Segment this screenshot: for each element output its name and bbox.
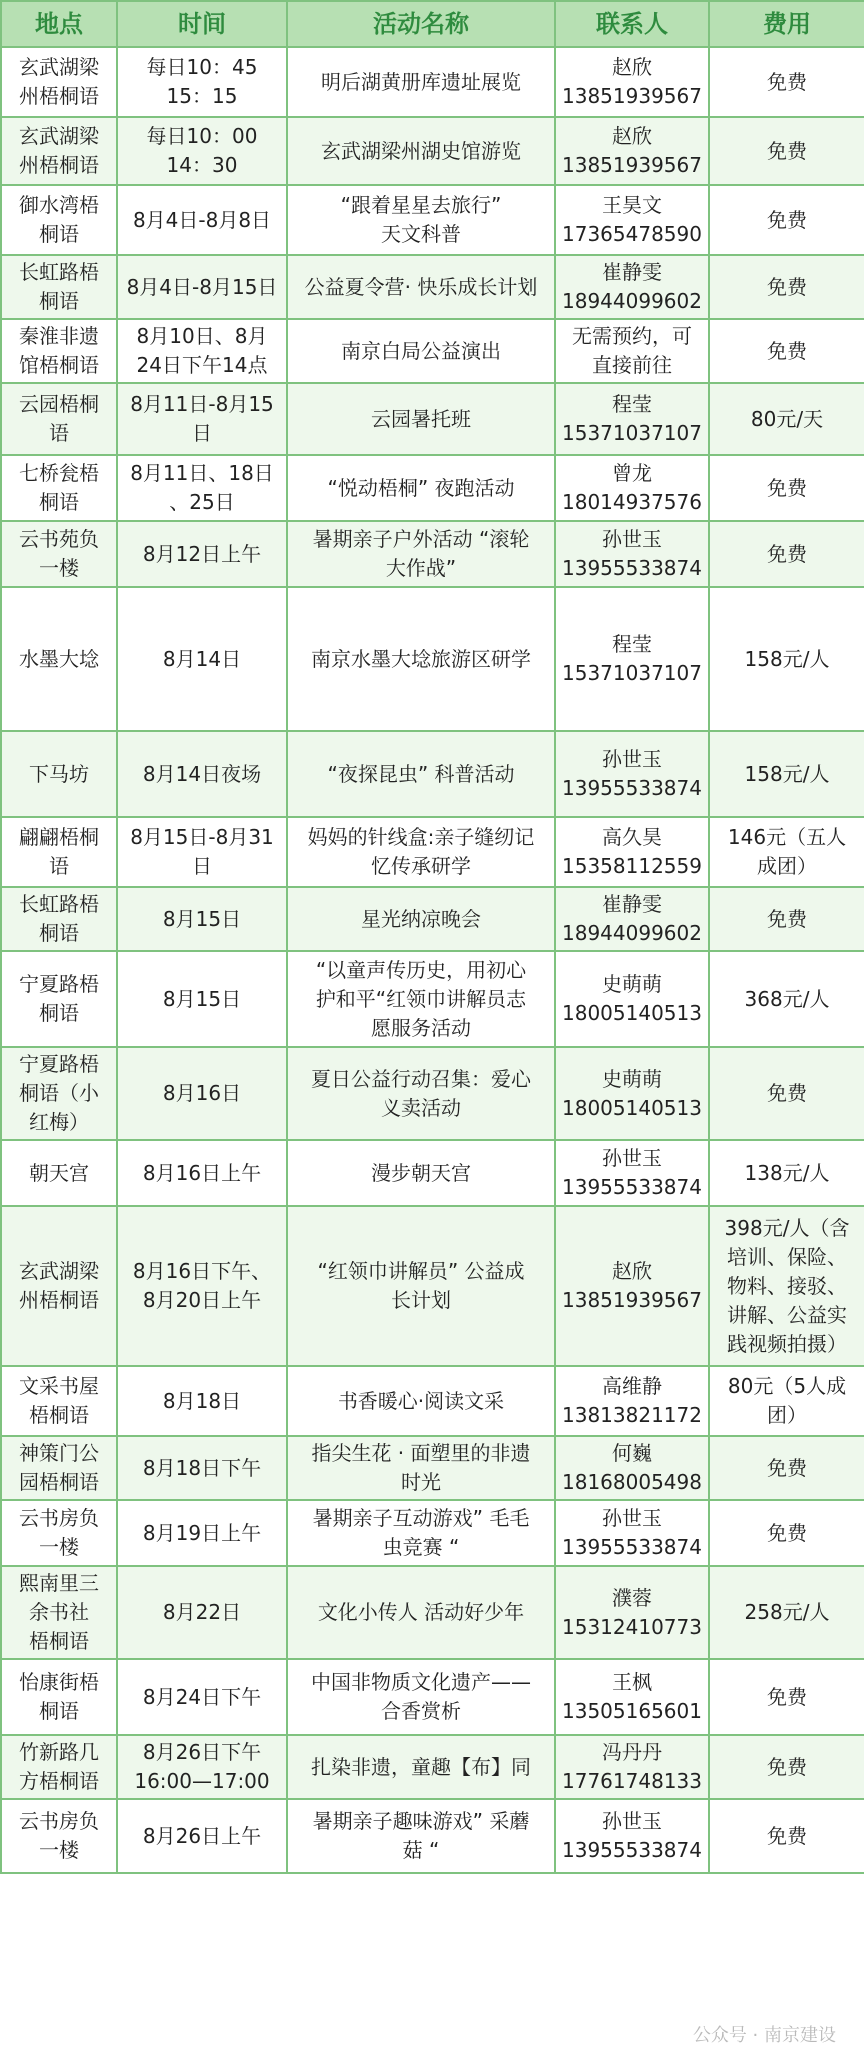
cell-location: 御水湾梧 桐语 bbox=[1, 185, 117, 255]
cell-time: 8月16日上午 bbox=[117, 1140, 287, 1206]
cell-activity: 星光纳凉晚会 bbox=[287, 887, 555, 951]
table-row bbox=[1, 185, 864, 255]
table-row bbox=[1, 1366, 864, 1436]
header-time: 时间 bbox=[117, 1, 287, 47]
table-row bbox=[1, 383, 864, 455]
cell-activity: 漫步朝天宫 bbox=[287, 1140, 555, 1206]
header-contact: 联系人 bbox=[555, 1, 709, 47]
cell-location: 长虹路梧 桐语 bbox=[1, 255, 117, 319]
cell-time: 8月15日 bbox=[117, 887, 287, 951]
cell-location: 长虹路梧 桐语 bbox=[1, 887, 117, 951]
cell-fee: 免费 bbox=[709, 1659, 864, 1735]
cell-fee: 146元（五人 成团） bbox=[709, 817, 864, 887]
cell-activity: 玄武湖梁州湖史馆游览 bbox=[287, 117, 555, 185]
table-row bbox=[1, 1799, 864, 1873]
cell-location: 云书房负 一楼 bbox=[1, 1500, 117, 1566]
cell-activity: “跟着星星去旅行” 天文科普 bbox=[287, 185, 555, 255]
cell-fee: 80元/天 bbox=[709, 383, 864, 455]
table-row bbox=[1, 731, 864, 817]
cell-location: 云园梧桐 语 bbox=[1, 383, 117, 455]
cell-fee: 免费 bbox=[709, 1436, 864, 1500]
table-row bbox=[1, 1436, 864, 1500]
cell-activity: “红领巾讲解员” 公益成 长计划 bbox=[287, 1206, 555, 1366]
cell-contact: 崔静雯 18944099602 bbox=[555, 255, 709, 319]
cell-time: 8月11日、18日 、25日 bbox=[117, 455, 287, 521]
cell-location: 神策门公 园梧桐语 bbox=[1, 1436, 117, 1500]
cell-contact: 孙世玉 13955533874 bbox=[555, 521, 709, 587]
header-fee: 费用 bbox=[709, 1, 864, 47]
header-location: 地点 bbox=[1, 1, 117, 47]
cell-activity: “夜探昆虫” 科普活动 bbox=[287, 731, 555, 817]
cell-activity: 南京白局公益演出 bbox=[287, 319, 555, 383]
cell-time: 8月18日 bbox=[117, 1366, 287, 1436]
table-row bbox=[1, 1566, 864, 1659]
cell-fee: 398元/人（含 培训、保险、 物料、接驳、 讲解、公益实 践视频拍摄） bbox=[709, 1206, 864, 1366]
cell-contact: 赵欣 13851939567 bbox=[555, 117, 709, 185]
cell-time: 8月26日上午 bbox=[117, 1799, 287, 1873]
cell-location: 竹新路几 方梧桐语 bbox=[1, 1735, 117, 1799]
cell-activity: 妈妈的针线盒:亲子缝纫记 忆传承研学 bbox=[287, 817, 555, 887]
cell-time: 8月19日上午 bbox=[117, 1500, 287, 1566]
cell-activity: 中国非物质文化遗产—— 合香赏析 bbox=[287, 1659, 555, 1735]
cell-contact: 史萌萌 18005140513 bbox=[555, 1047, 709, 1140]
cell-time: 8月16日下午、 8月20日上午 bbox=[117, 1206, 287, 1366]
cell-fee: 158元/人 bbox=[709, 731, 864, 817]
cell-location: 怡康街梧 桐语 bbox=[1, 1659, 117, 1735]
cell-time: 8月4日-8月8日 bbox=[117, 185, 287, 255]
table-row bbox=[1, 521, 864, 587]
cell-activity: 云园暑托班 bbox=[287, 383, 555, 455]
cell-location: 水墨大埝 bbox=[1, 587, 117, 731]
table-row bbox=[1, 319, 864, 383]
cell-activity: “以童声传历史，用初心 护和平“红领巾讲解员志 愿服务活动 bbox=[287, 951, 555, 1047]
cell-activity: 暑期亲子互动游戏” 毛毛 虫竞赛 “ bbox=[287, 1500, 555, 1566]
cell-time: 8月4日-8月15日 bbox=[117, 255, 287, 319]
cell-fee: 免费 bbox=[709, 117, 864, 185]
table-row bbox=[1, 587, 864, 731]
cell-location: 玄武湖梁 州梧桐语 bbox=[1, 47, 117, 117]
cell-time: 每日10：45 15：15 bbox=[117, 47, 287, 117]
cell-time: 8月15日 bbox=[117, 951, 287, 1047]
cell-contact: 程莹 15371037107 bbox=[555, 383, 709, 455]
cell-location: 玄武湖梁 州梧桐语 bbox=[1, 117, 117, 185]
cell-fee: 免费 bbox=[709, 319, 864, 383]
cell-location: 熙南里三 余书社 梧桐语 bbox=[1, 1566, 117, 1659]
cell-time: 8月14日夜场 bbox=[117, 731, 287, 817]
cell-fee: 免费 bbox=[709, 887, 864, 951]
cell-activity: 公益夏令营· 快乐成长计划 bbox=[287, 255, 555, 319]
cell-activity: 暑期亲子趣味游戏” 采蘑 菇 “ bbox=[287, 1799, 555, 1873]
table-row bbox=[1, 817, 864, 887]
cell-location: 玄武湖梁 州梧桐语 bbox=[1, 1206, 117, 1366]
table-row bbox=[1, 1206, 864, 1366]
cell-fee: 免费 bbox=[709, 185, 864, 255]
watermark: 公众号 · 南京建设 bbox=[692, 2025, 836, 2046]
table-row bbox=[1, 1659, 864, 1735]
cell-fee: 免费 bbox=[709, 1799, 864, 1873]
cell-fee: 158元/人 bbox=[709, 587, 864, 731]
cell-activity: “悦动梧桐” 夜跑活动 bbox=[287, 455, 555, 521]
cell-fee: 免费 bbox=[709, 1047, 864, 1140]
cell-contact: 王昊文 17365478590 bbox=[555, 185, 709, 255]
table-row bbox=[1, 951, 864, 1047]
table-row bbox=[1, 1140, 864, 1206]
cell-location: 文采书屋 梧桐语 bbox=[1, 1366, 117, 1436]
cell-location: 朝天宫 bbox=[1, 1140, 117, 1206]
cell-location: 翩翩梧桐 语 bbox=[1, 817, 117, 887]
cell-contact: 史萌萌 18005140513 bbox=[555, 951, 709, 1047]
cell-location: 宁夏路梧 桐语（小 红梅） bbox=[1, 1047, 117, 1140]
cell-time: 8月14日 bbox=[117, 587, 287, 731]
cell-activity: 南京水墨大埝旅游区研学 bbox=[287, 587, 555, 731]
cell-activity: 扎染非遗，童趣【布】同 bbox=[287, 1735, 555, 1799]
cell-time: 每日10：00 14：30 bbox=[117, 117, 287, 185]
cell-fee: 免费 bbox=[709, 1500, 864, 1566]
cell-time: 8月12日上午 bbox=[117, 521, 287, 587]
cell-contact: 濮蓉 15312410773 bbox=[555, 1566, 709, 1659]
cell-fee: 免费 bbox=[709, 255, 864, 319]
header-row bbox=[1, 1, 864, 47]
cell-time: 8月24日下午 bbox=[117, 1659, 287, 1735]
cell-time: 8月11日-8月15 日 bbox=[117, 383, 287, 455]
cell-location: 云书苑负 一楼 bbox=[1, 521, 117, 587]
cell-activity: 文化小传人 活动好少年 bbox=[287, 1566, 555, 1659]
table-row bbox=[1, 1500, 864, 1566]
cell-fee: 免费 bbox=[709, 47, 864, 117]
table-row bbox=[1, 1047, 864, 1140]
cell-activity: 暑期亲子户外活动 “滚轮 大作战” bbox=[287, 521, 555, 587]
cell-time: 8月22日 bbox=[117, 1566, 287, 1659]
cell-contact: 孙世玉 13955533874 bbox=[555, 731, 709, 817]
cell-fee: 免费 bbox=[709, 1735, 864, 1799]
table-row bbox=[1, 47, 864, 117]
cell-time: 8月15日-8月31 日 bbox=[117, 817, 287, 887]
table-row bbox=[1, 117, 864, 185]
cell-fee: 80元（5人成 团） bbox=[709, 1366, 864, 1436]
cell-activity: 书香暖心·阅读文采 bbox=[287, 1366, 555, 1436]
cell-fee: 免费 bbox=[709, 455, 864, 521]
table-row bbox=[1, 255, 864, 319]
cell-contact: 无需预约，可 直接前往 bbox=[555, 319, 709, 383]
cell-fee: 258元/人 bbox=[709, 1566, 864, 1659]
cell-contact: 王枫 13505165601 bbox=[555, 1659, 709, 1735]
cell-contact: 赵欣 13851939567 bbox=[555, 1206, 709, 1366]
cell-time: 8月18日下午 bbox=[117, 1436, 287, 1500]
cell-time: 8月10日、8月 24日下午14点 bbox=[117, 319, 287, 383]
table-row bbox=[1, 455, 864, 521]
cell-fee: 138元/人 bbox=[709, 1140, 864, 1206]
cell-fee: 免费 bbox=[709, 521, 864, 587]
cell-contact: 高久昊 15358112559 bbox=[555, 817, 709, 887]
cell-contact: 冯丹丹 17761748133 bbox=[555, 1735, 709, 1799]
cell-contact: 何巍 18168005498 bbox=[555, 1436, 709, 1500]
cell-contact: 赵欣 13851939567 bbox=[555, 47, 709, 117]
cell-contact: 孙世玉 13955533874 bbox=[555, 1799, 709, 1873]
header-activity: 活动名称 bbox=[287, 1, 555, 47]
cell-contact: 孙世玉 13955533874 bbox=[555, 1500, 709, 1566]
table-row bbox=[1, 1735, 864, 1799]
cell-contact: 程莹 15371037107 bbox=[555, 587, 709, 731]
table-row bbox=[1, 887, 864, 951]
cell-activity: 夏日公益行动召集：爱心 义卖活动 bbox=[287, 1047, 555, 1140]
cell-contact: 高维静 13813821172 bbox=[555, 1366, 709, 1436]
cell-contact: 孙世玉 13955533874 bbox=[555, 1140, 709, 1206]
cell-location: 云书房负 一楼 bbox=[1, 1799, 117, 1873]
cell-fee: 368元/人 bbox=[709, 951, 864, 1047]
cell-contact: 崔静雯 18944099602 bbox=[555, 887, 709, 951]
cell-location: 下马坊 bbox=[1, 731, 117, 817]
cell-time: 8月16日 bbox=[117, 1047, 287, 1140]
cell-contact: 曾龙 18014937576 bbox=[555, 455, 709, 521]
cell-location: 宁夏路梧 桐语 bbox=[1, 951, 117, 1047]
cell-time: 8月26日下午 16:00—17:00 bbox=[117, 1735, 287, 1799]
cell-location: 七桥瓮梧 桐语 bbox=[1, 455, 117, 521]
cell-location: 秦淮非遗 馆梧桐语 bbox=[1, 319, 117, 383]
cell-activity: 指尖生花 · 面塑里的非遗 时光 bbox=[287, 1436, 555, 1500]
cell-activity: 明后湖黄册库遗址展览 bbox=[287, 47, 555, 117]
